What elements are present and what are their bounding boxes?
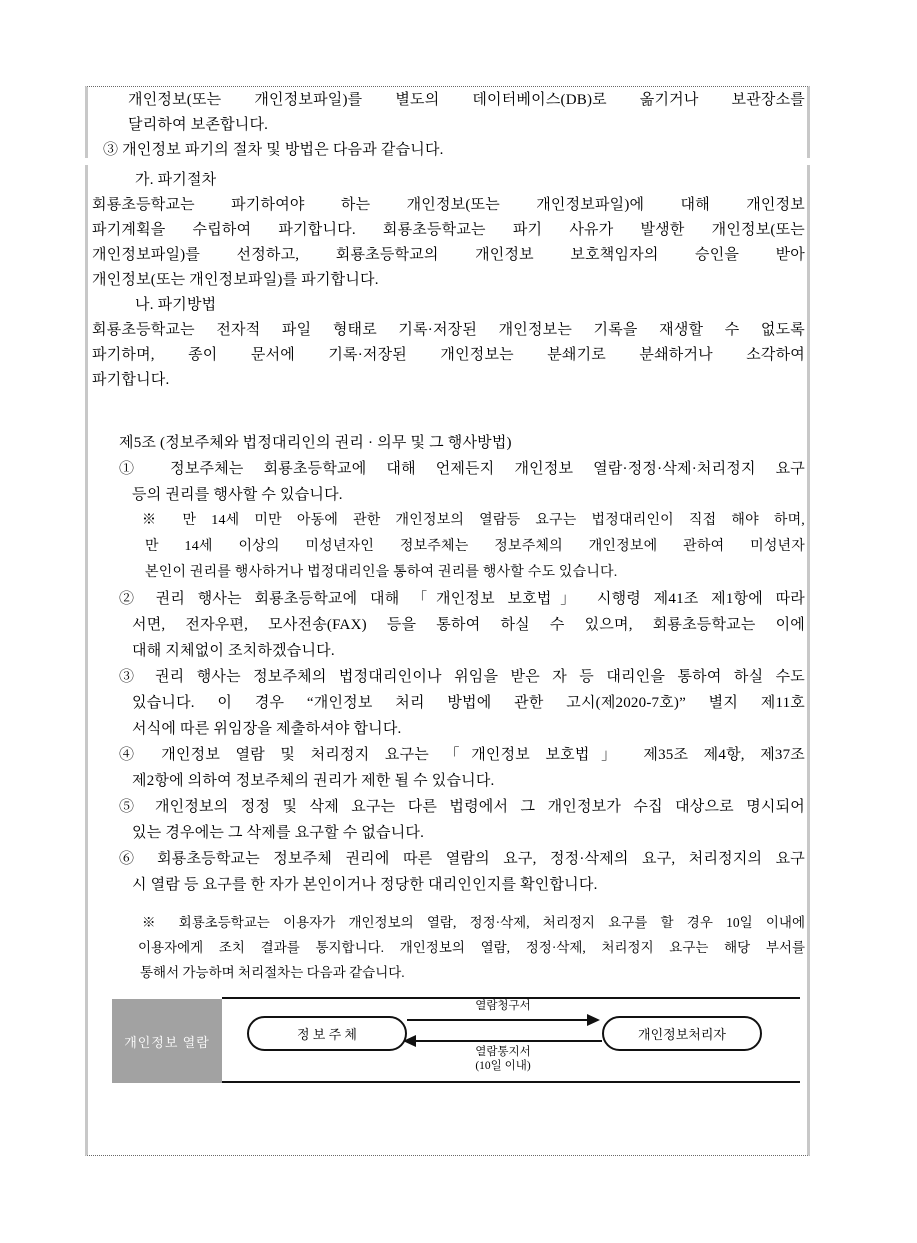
request-arrow-line: [407, 1019, 589, 1021]
diagram-top-rule: [222, 997, 800, 999]
text-line: 파기합니다.: [92, 372, 170, 388]
text-line: ※ 만 14세 미만 아동에 관한 개인정보의 열람등 요구는 법정대리인이 직접 해야 하며,: [142, 513, 805, 528]
text-line: 있습니다. 이 경우 “개인정보 처리 방법에 관한 고시(제2020-7호)” 별지 제11호: [132, 695, 805, 711]
text-line: 개인정보파일)를 선정하고, 회룡초등학교의 개인정보 보호책임자의 승인을 받아: [92, 247, 805, 263]
processor-node: 개인정보처리자: [602, 1016, 762, 1051]
text-line: ④ 개인정보 열람 및 처리정지 요구는 「개인정보 보호법」 제35조 제4항, 제37조: [119, 747, 805, 763]
text-line: 회룡초등학교는 파기하여야 하는 개인정보(또는 개인정보파일)에 대해 개인정보: [92, 197, 805, 213]
text-line: 본인이 권리를 행사하거나 법정대리인을 통하여 권리를 행사할 수도 있습니다.: [145, 565, 618, 580]
text-line: ② 권리 행사는 회룡초등학교에 대해 「개인정보 보호법」 시행령 제41조 제1항에 따라: [119, 591, 805, 607]
text-line: 시 열람 등 요구를 한 자가 본인이거나 정당한 대리인인지를 확인합니다.: [132, 877, 598, 893]
text-line: 이용자에게 조치 결과를 통지합니다. 개인정보의 열람, 정정·삭제, 처리정지 요구는 해당 부서를: [138, 940, 805, 955]
notice-form-label: 열람통지서: [475, 1046, 531, 1058]
text-line: 등의 권리를 행사할 수 있습니다.: [132, 487, 343, 503]
text-line: 대해 지체없이 조치하겠습니다.: [132, 643, 335, 659]
notice-days-label: (10일 이내): [475, 1060, 531, 1072]
text-line: 회룡초등학교는 전자적 파일 형태로 기록·저장된 개인정보는 기록을 재생할 수 없도록: [92, 322, 805, 338]
text-line: ⑤ 개인정보의 정정 및 삭제 요구는 다른 법령에서 그 개인정보가 수집 대상으로 명시되어: [119, 799, 805, 815]
table-cell-continuation: [85, 86, 810, 158]
text-line: 만 14세 이상의 미성년자인 정보주체는 정보주체의 개인정보에 관하여 미성년자: [145, 539, 805, 554]
text-line: ① 정보주체는 회룡초등학교에 대해 언제든지 개인정보 열람·정정·삭제·처리정지 요구: [119, 461, 805, 477]
text-line: 나. 파기방법: [135, 297, 217, 313]
text-line: 제5조 (정보주체와 법정대리인의 권리 · 의무 및 그 행사방법): [119, 435, 512, 451]
data-subject-node: 정 보 주 체: [247, 1016, 407, 1051]
text-line: ③ 권리 행사는 정보주체의 법정대리인이나 위임을 받은 자 등 대리인을 통하여 하실 수도: [119, 669, 805, 685]
notice-arrow-head-icon: [403, 1035, 416, 1047]
text-line: 개인정보(또는 개인정보파일)를 파기합니다.: [92, 272, 379, 288]
table-cell-main: [85, 165, 810, 1156]
text-line: 통해서 가능하며 처리절차는 다음과 같습니다.: [140, 965, 405, 980]
diagram-bottom-rule: [222, 1081, 800, 1083]
text-line: 개인정보(또는 개인정보파일)를 별도의 데이터베이스(DB)로 옮기거나 보관장소를: [128, 92, 805, 108]
spacer: [88, 393, 807, 430]
text-line: 달리하여 보존합니다.: [128, 117, 269, 133]
text-line: 가. 파기절차: [135, 172, 217, 188]
request-arrow-head-icon: [587, 1014, 600, 1026]
access-flow-diagram: [88, 997, 807, 1083]
text-line: ※ 회룡초등학교는 이용자가 개인정보의 열람, 정정·삭제, 처리정지 요구를 할 경우 10일 이내에: [142, 915, 805, 930]
row-label-access: 개인정보 열람: [112, 999, 222, 1083]
text-line: 파기하며, 종이 문서에 기록·저장된 개인정보는 분쇄기로 분쇄하거나 소각하여: [92, 347, 805, 363]
text-line: ③ 개인정보 파기의 절차 및 방법은 다음과 같습니다.: [103, 142, 444, 158]
text-line: 있는 경우에는 그 삭제를 요구할 수 없습니다.: [132, 825, 425, 841]
text-line: 서식에 따른 위임장을 제출하셔야 합니다.: [132, 721, 402, 737]
request-form-label: 열람청구서: [475, 1000, 531, 1012]
text-line: 파기계획을 수립하여 파기합니다. 회룡초등학교는 파기 사유가 발생한 개인정보(또는: [92, 222, 805, 238]
text-line: ⑥ 회룡초등학교는 정보주체 권리에 따른 열람의 요구, 정정·삭제의 요구, 처리정지의 요구: [119, 851, 805, 867]
policy-text-block: [88, 168, 807, 985]
text-line: 제2항에 의하여 정보주체의 권리가 제한 될 수 있습니다.: [132, 773, 495, 789]
notice-arrow-line: [415, 1040, 602, 1042]
text-line: 서면, 전자우편, 모사전송(FAX) 등을 통하여 하실 수 있으며, 회룡초등학교는 이에: [132, 617, 805, 633]
